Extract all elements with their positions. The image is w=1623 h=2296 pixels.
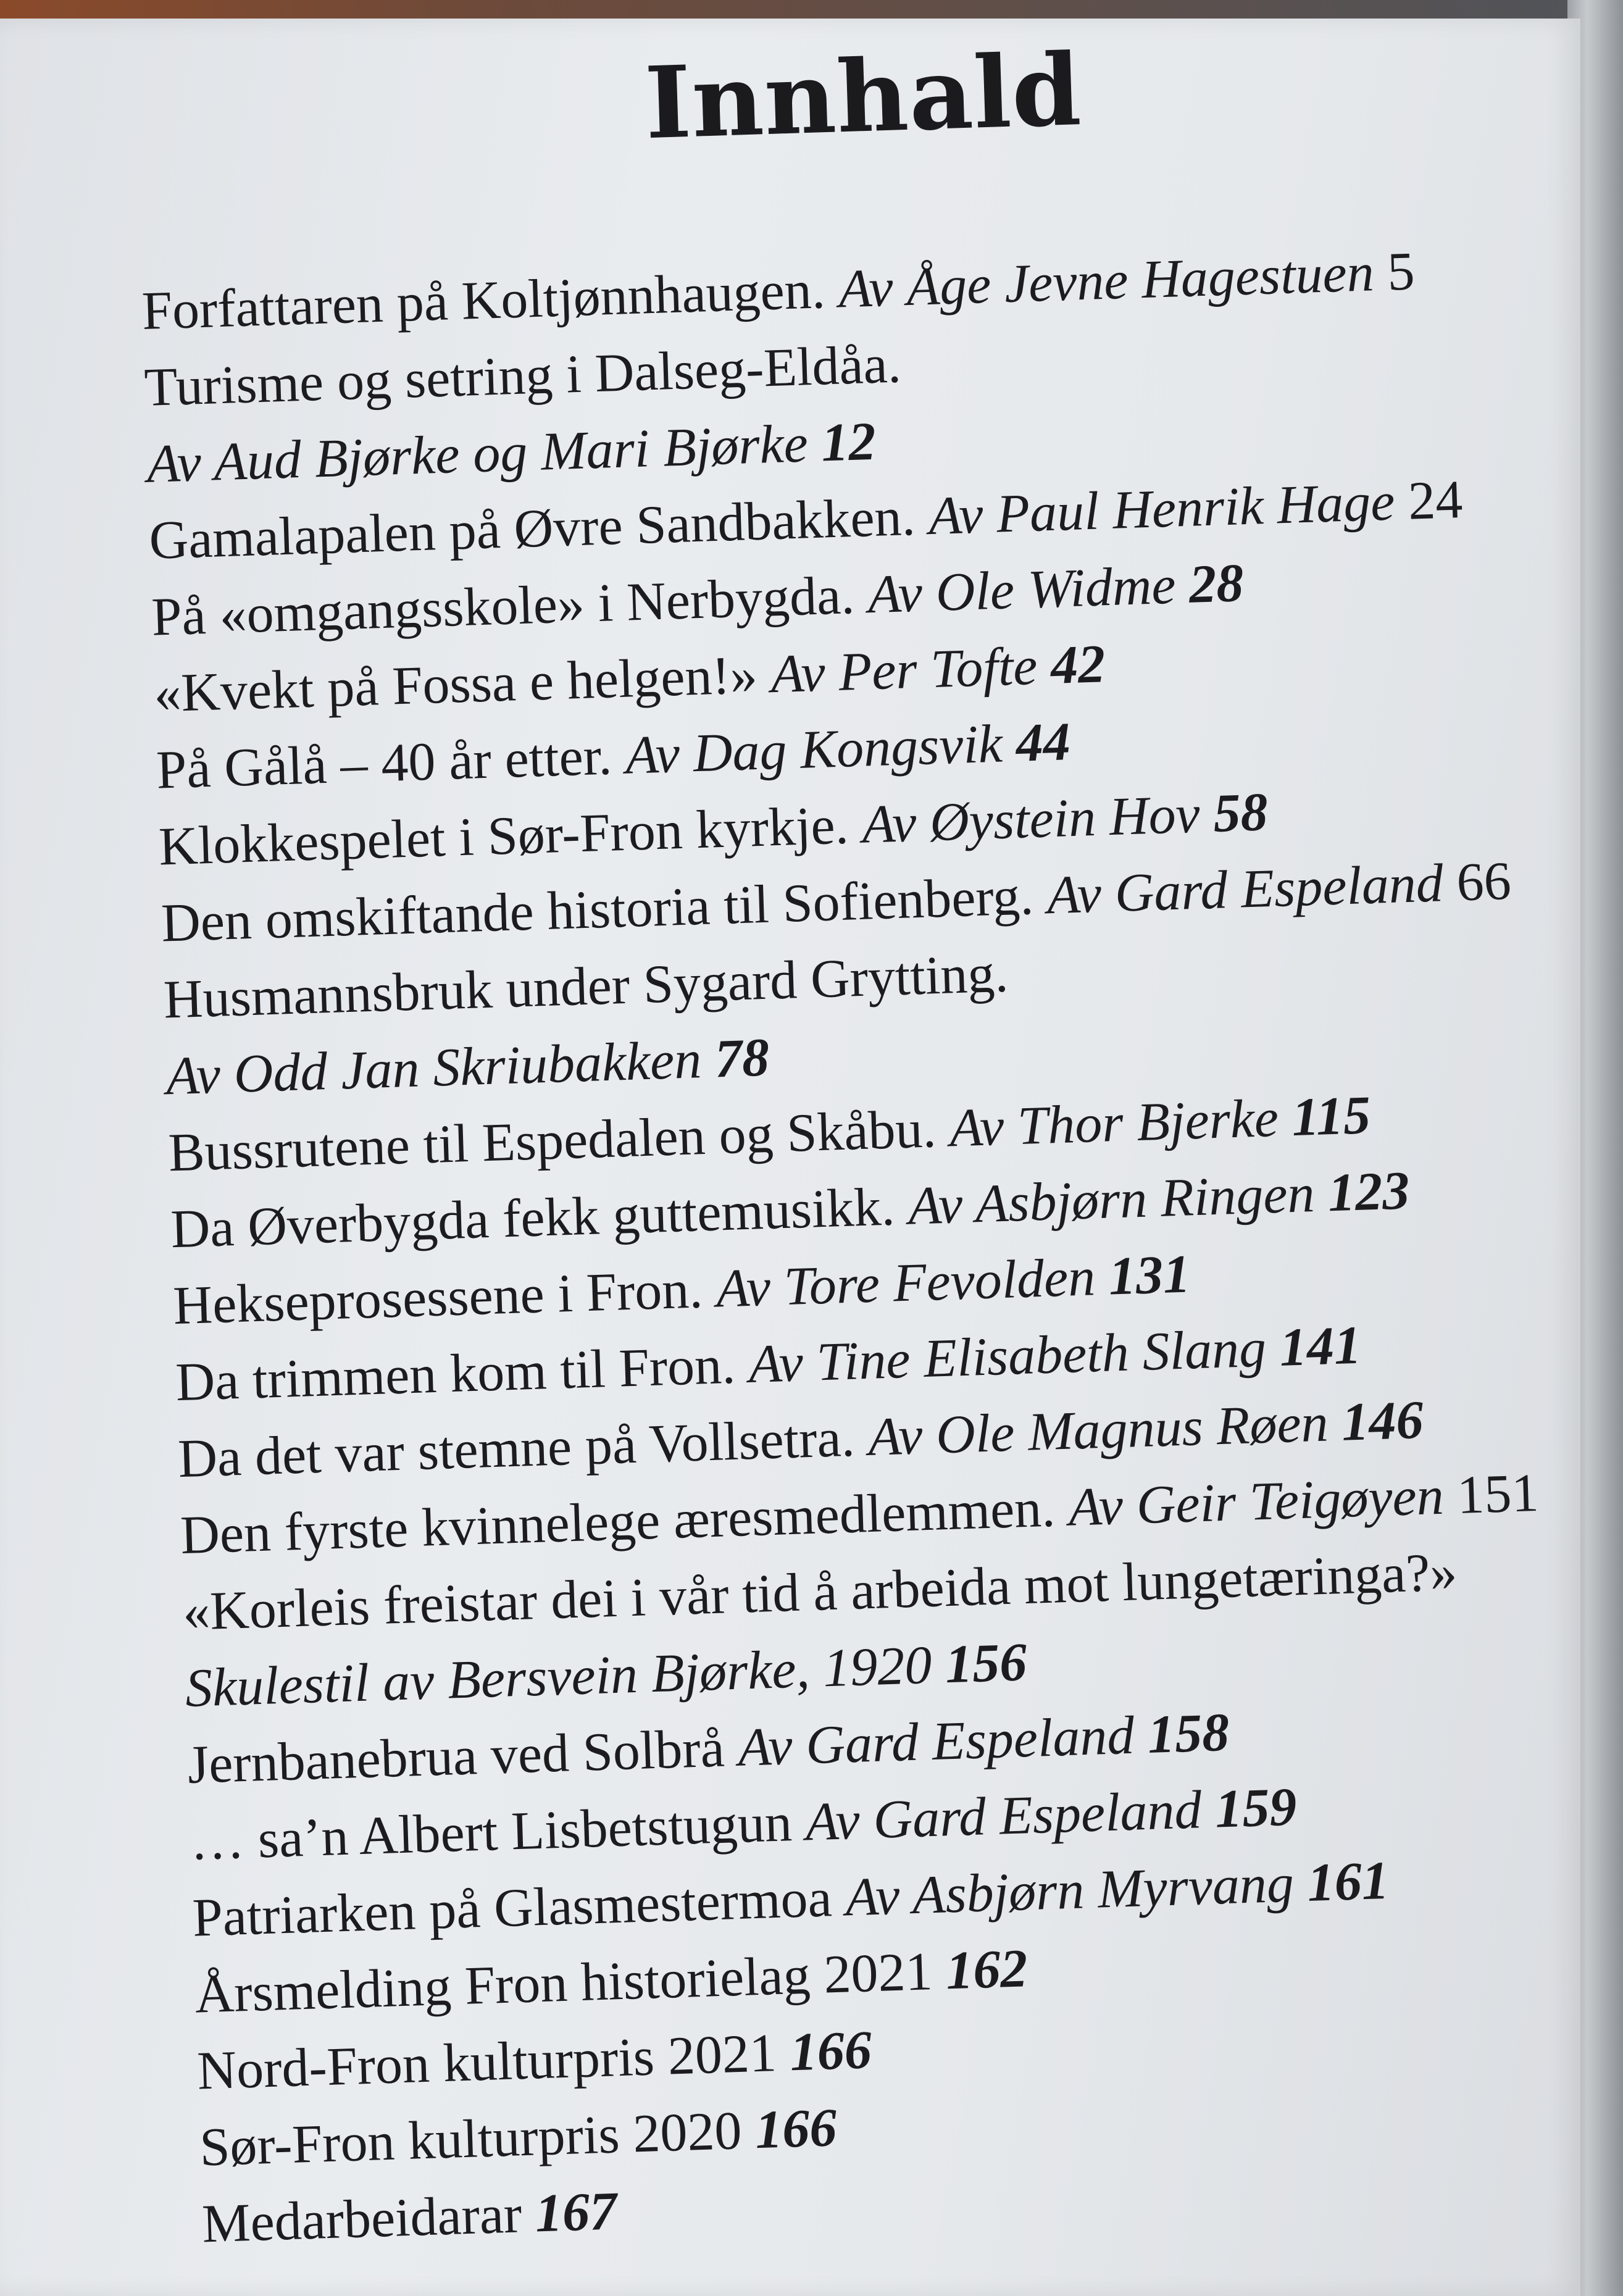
entry-author: Av Asbjørn Ringen [907,1164,1316,1237]
entry-title: Den omskiftande historia til Sofienberg. [160,866,1035,954]
entry-author: Av Tine Elisabeth Slang [748,1318,1267,1395]
entry-page-number: 5 [1386,241,1416,303]
entry-title: Jernbanebrua ved Solbrå [186,1718,726,1795]
entry-author: Av Tore Fevolden [715,1247,1096,1319]
entry-page-number: 78 [714,1027,770,1090]
entry-page-number: 42 [1049,634,1106,696]
page-title: Innhald [643,31,1083,162]
entry-page-number: 66 [1456,851,1512,913]
entry-title: Husmannsbruk under Sygard Grytting. [162,943,1009,1030]
entry-title: Da trimmen kom til Fron. [175,1335,736,1413]
entry-title: Gamalapalen på Øvre Sandbakken. [148,486,916,571]
entry-author: Av Paul Henrik Hage [927,472,1396,547]
entry-title: Klokkespelet i Sør-Fron kyrkje. [157,795,849,877]
entry-page-number: 58 [1212,782,1269,844]
entry-page-number: 166 [754,2098,838,2161]
entry-page-number: 24 [1407,469,1464,532]
entry-author: Av Ole Widme [867,555,1177,625]
entry-title: Patriarken på Glasmestermoa [191,1868,833,1948]
entry-page-number: 28 [1188,553,1245,615]
entry-author: Av Geir Teigøyen [1067,1466,1445,1538]
entry-author: Av Aud Bjørke og Mari Bjørke [146,414,809,495]
entry-page-number: 44 [1015,712,1072,774]
entry-title: Da Øverbygda fekk guttemusikk. [170,1177,896,1260]
entry-author: Av Per Tofte [770,636,1038,705]
entry-page-number: 141 [1279,1315,1362,1378]
entry-title: Sør-Fron kulturpris 2020 [198,2100,743,2178]
entry-author: Av Øystein Hov [861,784,1201,855]
entry-title: Nord-Fron kulturpris 2021 [196,2023,778,2102]
entry-page-number: 131 [1108,1244,1191,1307]
entry-title: Medarbeidarar [201,2184,523,2255]
entry-author: Av Thor Bjerke [948,1088,1280,1159]
entry-page-number: 162 [945,1939,1028,2002]
entry-page-number: 158 [1146,1702,1230,1765]
entry-author: Av Odd Jan Skriubakken [165,1030,703,1107]
entry-page-number: 161 [1306,1850,1390,1913]
entry-title: Da det var stemne på Vollsetra. [177,1408,856,1490]
entry-page-number: 146 [1340,1390,1424,1453]
entry-author: Av Ole Magnus Røen [867,1393,1329,1467]
entry-title: Forfattaren på Koltjønnhaugen. [141,260,827,341]
entry-title: Bussrutene til Espedalen og Skåbu. [167,1099,937,1183]
entry-title: Den fyrste kvinnelege æresmedlemmen. [179,1478,1056,1566]
entry-author: Av Gard Espeland [804,1780,1203,1853]
entry-page-number: 151 [1456,1463,1540,1526]
entry-title: På «omgangsskole» i Nerbygda. [151,566,856,648]
entry-author: Av Asbjørn Myrvang [844,1853,1295,1928]
entry-page-number: 115 [1291,1085,1372,1148]
entry-page-number: 123 [1327,1161,1411,1224]
entry-author: Av Dag Kongsvik [624,714,1004,786]
entry-title: Årsmelding Fron historielag 2021 [194,1942,933,2025]
table-of-contents [141,227,1623,2263]
entry-page-number: 159 [1214,1777,1298,1840]
entry-title: … sa’n Albert Lisbetstugun [189,1793,793,1872]
book-page [0,19,1580,2296]
entry-title: Turisme og setring i Dalseg-Eldåa. [143,334,902,418]
entry-author: Av Gard Espeland [1046,853,1445,926]
entry-page-number: 12 [820,411,877,474]
entry-page-number: 167 [534,2181,618,2244]
entry-author: Skulestil av Bersvein Bjørke, 1920 [184,1635,933,1719]
entry-author: Av Gard Espeland [736,1705,1135,1778]
entry-page-number: 166 [789,2020,873,2083]
entry-title: Hekseprosessene i Fron. [172,1259,704,1337]
entry-title: På Gålå – 40 år etter. [155,726,613,801]
entry-title: «Korleis freistar dei i vår tid å arbeida mot lungetæringa?» [181,1542,1458,1642]
entry-page-number: 156 [944,1632,1028,1695]
entry-title: «Kvekt på Fossa e helgen!» [152,645,759,724]
entry-author: Av Åge Jevne Hagestuen [837,243,1375,320]
